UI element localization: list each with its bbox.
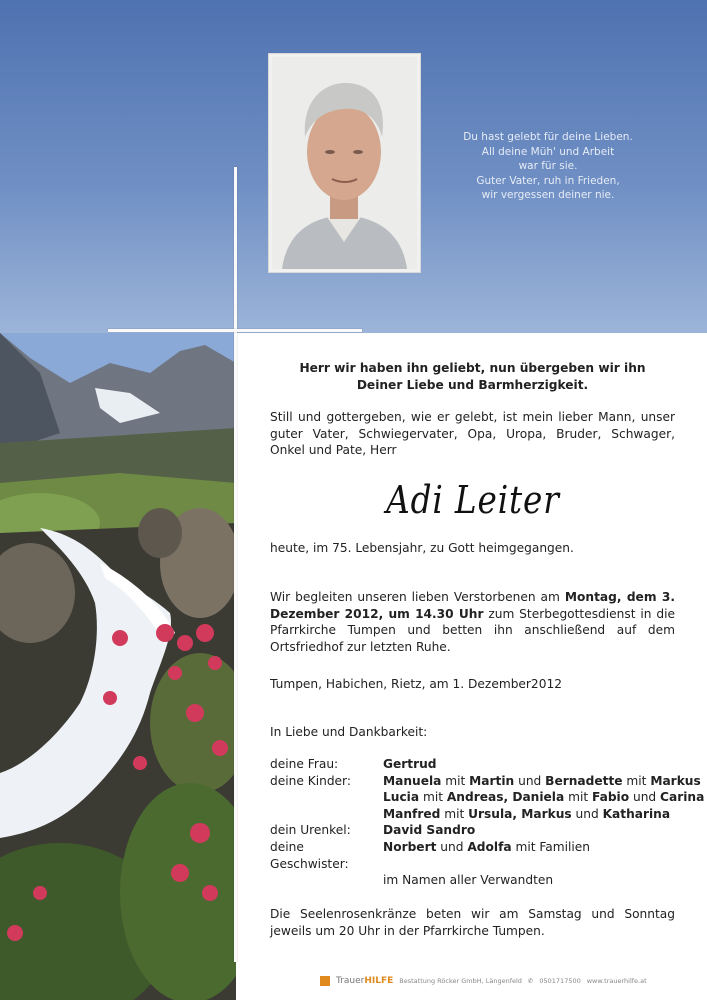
website-link[interactable]: www.trauerhilfe.at (586, 977, 647, 985)
wife-label: deine Frau: (270, 757, 339, 771)
dedication: In Liebe und Dankbarkeit: (270, 725, 428, 739)
survivor-row-relatives (270, 872, 690, 889)
deceased-name-block (270, 478, 675, 522)
trauerhilfe-logo-icon (320, 976, 330, 986)
headline-line2: Deiner Liebe und Barmherzigkeit. (356, 377, 589, 392)
greatgrandchild-label: dein Urenkel: (270, 823, 351, 838)
verse-line: war für sie. (518, 160, 578, 172)
survivor-row-greatgrandchild (270, 822, 690, 839)
deceased-name: Adi Leiter (385, 478, 560, 522)
memorial-verse (448, 130, 648, 203)
survivor-row-wife (270, 756, 690, 773)
children-line2: Lucia mit Andreas, Daniela mit Fabio und Carina (383, 790, 705, 805)
company-name: Bestattung Röcker GmbH, Längenfeld (399, 977, 522, 985)
survivor-row-children (270, 773, 701, 790)
survivor-row-siblings (270, 839, 690, 872)
brand-logo: TrauerHILFE (336, 976, 394, 986)
passing-text: heute, im 75. Lebensjahr, zu Gott heimgegangen. (270, 541, 574, 555)
verse-line: wir vergessen deiner nie. (481, 189, 615, 201)
intro-text: Still und gottergeben, wie er gelebt, ist mein lieber Mann, unser guter Vater, Schwiegervater, Opa, Uropa, Bruder, Schwager, Onkel und Pate, Herr (270, 410, 675, 458)
funeral-text-2: zum Sterbegottesdienst in die Pfarrkirche Tumpen und betten ihn anschließend auf dem Ortsfriedhof zur letzten Ruhe. (270, 606, 675, 654)
children-line1: Manuela mit Martin und Bernadette mit Markus (383, 773, 701, 788)
phone-number: 0501717500 (539, 977, 581, 985)
funeral-date: Montag, dem 3. Dezember 2012, um 14.30 Uhr (270, 590, 675, 621)
cross-vertical-bar (234, 167, 237, 962)
funeral-details (270, 589, 675, 655)
survivors-list (270, 756, 705, 889)
survivor-row-children-2 (270, 789, 705, 806)
footer (320, 974, 647, 988)
obituary-body (270, 360, 675, 459)
mountain-waterfall-image (0, 333, 236, 1000)
children-line3: Manfred mit Ursula, Markus und Katharina (383, 806, 671, 821)
relatives-text: im Namen aller Verwandten (383, 873, 554, 888)
portrait-photo (268, 53, 421, 273)
headline-line1: Herr wir haben ihn geliebt, nun übergeben wir ihn (299, 361, 646, 375)
funeral-text-1: Wir begleiten unseren lieben Verstorbenen am (270, 590, 565, 604)
rosary-notice: Die Seelenrosenkränze beten wir am Samstag und Sonntag jeweils um 20 Uhr in der Pfarrkirche Tumpen. (270, 907, 675, 938)
survivor-row-children-3 (270, 806, 690, 823)
verse-line: All deine Müh' und Arbeit (481, 145, 615, 158)
verse-line: Du hast gelebt für deine Lieben. (463, 131, 633, 143)
verse-line: Guter Vater, ruh in Frieden, (476, 174, 620, 187)
wife-name: Gertrud (383, 757, 437, 771)
place-date: Tumpen, Habichen, Rietz, am 1. Dezember2012 (270, 677, 562, 691)
greatgrandchild-name: David Sandro (383, 823, 476, 838)
phone-icon: ✆ (527, 977, 534, 985)
children-label: deine Kinder: (270, 773, 351, 788)
headline (270, 360, 675, 393)
siblings-names: Norbert und Adolfa mit Familien (383, 839, 590, 854)
cross-horizontal-bar (108, 329, 362, 332)
siblings-label: deine Geschwister: (270, 839, 349, 871)
